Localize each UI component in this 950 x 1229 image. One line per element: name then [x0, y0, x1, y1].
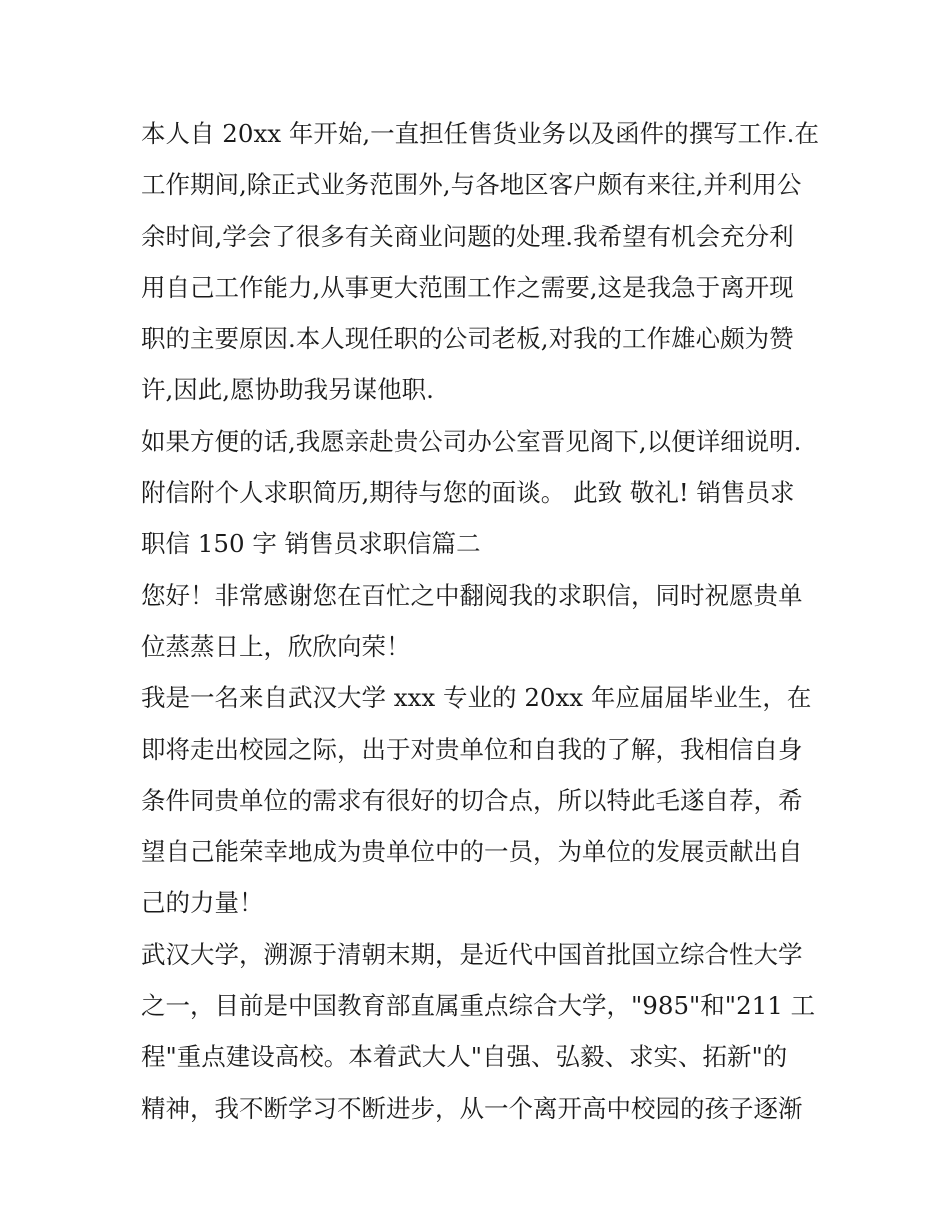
- text-line: 附信附个人求职简历,期待与您的面谈。 此致 敬礼! 销售员求: [141, 478, 795, 508]
- text-line: 用自己工作能力,从事更大范围工作之需要,这是我急于离开现: [141, 272, 794, 302]
- document-body: [141, 108, 821, 1134]
- text-line: 我是一名来自武汉大学 xxx 专业的 20xx 年应届届毕业生，在: [141, 683, 812, 713]
- text-line: 己的力量！: [141, 888, 264, 918]
- text-line: 职的主要原因.本人现任职的公司老板,对我的工作雄心颇为赞: [141, 324, 794, 354]
- text-line: 位蒸蒸日上，欣欣向荣！: [141, 631, 411, 661]
- text-line: 武汉大学，溯源于清朝末期，是近代中国首批国立综合性大学: [141, 939, 803, 969]
- text-line: 程"重点建设高校。本着武大人"自强、弘毅、求实、拓新"的: [141, 1042, 788, 1072]
- text-line: 如果方便的话,我愿亲赴贵公司办公室晋见阁下,以便详细说明.: [141, 426, 802, 456]
- text-line: 职信 150 字 销售员求职信篇二: [141, 529, 481, 559]
- text-line: 即将走出校园之际，出于对贵单位和自我的了解，我相信自身: [141, 734, 803, 764]
- text-line: 望自己能荣幸地成为贵单位中的一员，为单位的发展贡献出自: [141, 837, 803, 867]
- text-line: 之一，目前是中国教育部直属重点综合大学，"985"和"211 工: [141, 991, 816, 1021]
- text-line: 许,因此,愿协助我另谋他职.: [141, 375, 434, 405]
- text-line: 本人自 20xx 年开始,一直担任售货业务以及函件的撰写工作.在: [141, 119, 819, 148]
- text-line: 工作期间,除正式业务范围外,与各地区客户颇有来往,并利用公: [141, 170, 802, 200]
- text-line: 您好！非常感谢您在百忙之中翻阅我的求职信，同时祝愿贵单: [141, 580, 803, 610]
- text-line: 余时间,学会了很多有关商业问题的处理.我希望有机会充分利: [141, 221, 794, 251]
- text-line: 条件同贵单位的需求有很好的切合点，所以特此毛遂自荐，希: [141, 785, 803, 815]
- text-line: 精神，我不断学习不断进步，从一个离开高中校园的孩子逐渐: [141, 1093, 803, 1123]
